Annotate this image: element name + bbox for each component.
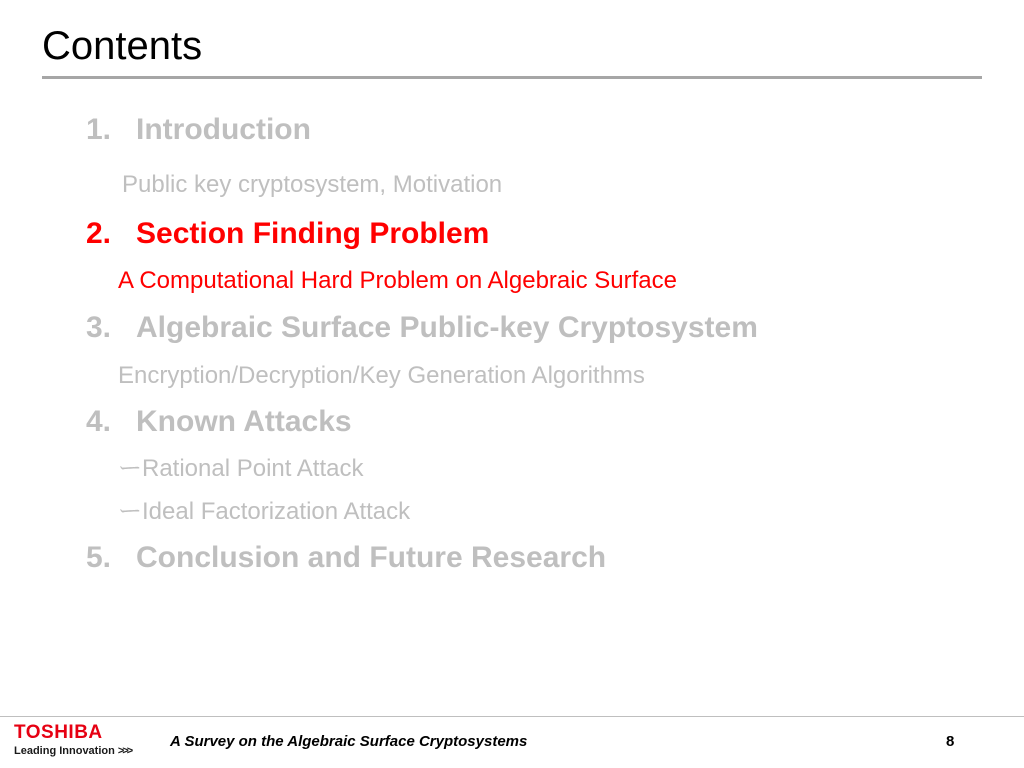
logo-wordmark: TOSHIBA xyxy=(14,722,103,743)
footer-presentation-title: A Survey on the Algebraic Surface Cryptosystems xyxy=(170,733,528,750)
toc-item-introduction xyxy=(86,112,311,148)
toc-item-section-finding xyxy=(86,216,489,252)
toc-item-heading: Conclusion and Future Research xyxy=(136,541,607,574)
slide-title: Contents xyxy=(42,24,203,68)
logo-tagline-text: Leading Innovation xyxy=(14,745,115,757)
toc-item-known-attacks xyxy=(86,404,352,440)
page-number: 8 xyxy=(946,733,955,750)
toc-subitem: ーRational Point Attack xyxy=(118,455,364,482)
logo-tagline xyxy=(14,744,131,758)
toc-item-conclusion xyxy=(86,540,606,576)
toc-subitem: Public key cryptosystem, Motivation xyxy=(122,171,503,198)
toc-item-heading: Algebraic Surface Public-key Cryptosystem xyxy=(136,311,758,344)
toc-item-heading: Section Finding Problem xyxy=(136,217,490,250)
toc-item-number: 3. xyxy=(86,311,112,344)
toc-subitem: ーIdeal Factorization Attack xyxy=(118,498,411,525)
footer-divider xyxy=(0,716,1024,717)
chevrons-icon: >>> xyxy=(117,745,132,757)
toc-item-number: 1. xyxy=(86,113,112,146)
toc-subitem: A Computational Hard Problem on Algebraic Surface xyxy=(118,267,677,294)
toc-item-heading: Known Attacks xyxy=(136,405,352,438)
toc-item-cryptosystem xyxy=(86,310,758,346)
toshiba-logo xyxy=(14,722,144,762)
toc-item-number: 2. xyxy=(86,217,112,250)
toc-item-number: 5. xyxy=(86,541,112,574)
toc-subitem: Encryption/Decryption/Key Generation Algorithms xyxy=(118,362,645,389)
toc-item-number: 4. xyxy=(86,405,112,438)
toc-item-heading: Introduction xyxy=(136,113,311,146)
